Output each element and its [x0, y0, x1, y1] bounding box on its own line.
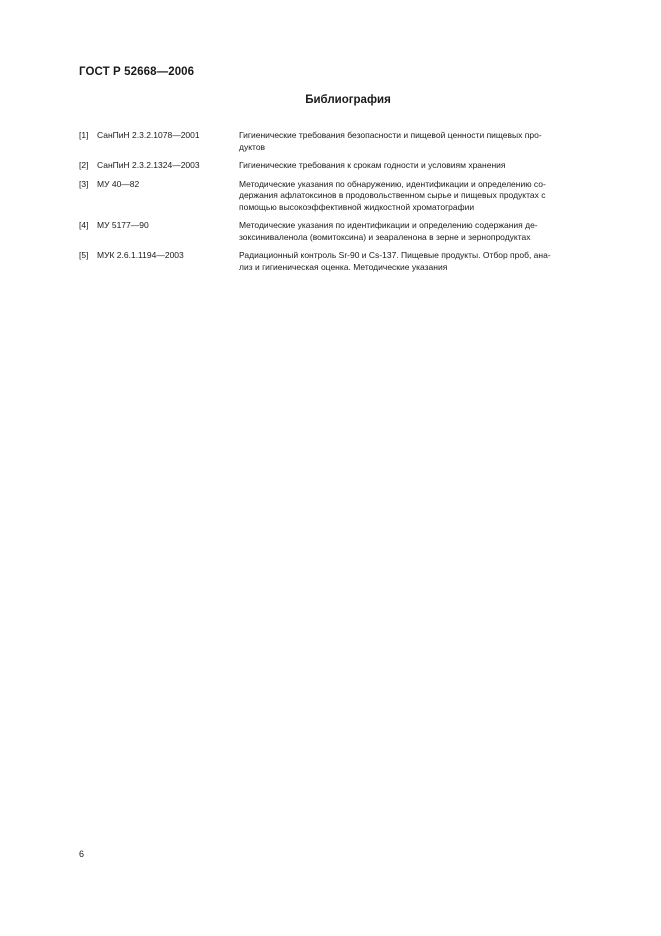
- entry-number: [3]: [79, 178, 89, 189]
- entry-title-line: зоксиниваленола (вомитоксина) и зеараленона в зерне и зернопродуктах: [239, 231, 531, 242]
- entry-title: [239, 250, 599, 273]
- entry-number: [2]: [79, 160, 89, 170]
- entry-title-line: Радиационный контроль Sr-90 и Cs-137. Пищевые продукты. Отбор проб, ана-: [239, 250, 551, 260]
- bibliography-entry: [79, 130, 599, 153]
- bibliography-entry: [79, 160, 599, 172]
- document-code: ГОСТ Р 52668—2006: [79, 66, 195, 78]
- entry-number: [1]: [79, 130, 89, 140]
- entry-code: МУ 5177—90: [97, 220, 149, 230]
- entry-title-line: помощью высокоэффективной жидкостной хроматографии: [239, 201, 475, 212]
- entry-number: [5]: [79, 250, 89, 260]
- bibliography-entry: [79, 250, 599, 273]
- entry-title-line: лиз и гигиеническая оценка. Методические указания: [239, 261, 448, 272]
- entry-title-line: Гигиенические требования к срокам годности и условиям хранения: [239, 160, 506, 170]
- entry-code: СанПиН 2.3.2.1324—2003: [97, 160, 200, 170]
- entry-code: МУК 2.6.1.1194—2003: [97, 250, 184, 260]
- section-title: Библиография: [305, 94, 391, 106]
- page-number: 6: [79, 849, 85, 859]
- entry-title: [239, 179, 599, 214]
- bibliography-entry: [79, 179, 599, 214]
- entry-code: СанПиН 2.3.2.1078—2001: [97, 130, 200, 140]
- entry-code: МУ 40—82: [97, 178, 140, 189]
- entry-title-line: Методические указания по идентификации и определению содержания де-: [239, 220, 538, 230]
- entry-number: [4]: [79, 220, 89, 230]
- bibliography-entry: [79, 220, 599, 243]
- entry-title-line: Гигиенические требования безопасности и пищевой ценности пищевых про-: [239, 130, 542, 140]
- entry-title-line: Методические указания по обнаружению, идентификации и определению со-: [239, 178, 546, 189]
- entry-title: [239, 160, 599, 172]
- bibliography-list: [79, 130, 599, 280]
- entry-title: [239, 220, 599, 243]
- entry-title: [239, 130, 599, 153]
- entry-title-line: держания афлатоксинов в продовольственном сырье и пищевых продуктах с: [239, 190, 546, 200]
- entry-title-line: дуктов: [239, 141, 266, 152]
